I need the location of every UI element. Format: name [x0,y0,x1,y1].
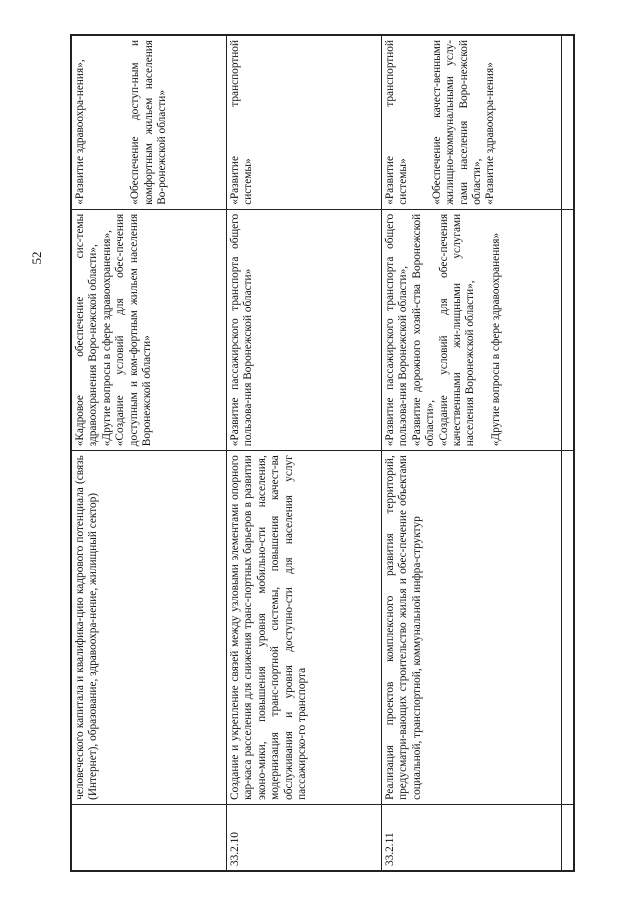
measure-item: «Развитие дорожного хозяй-ства Воронежской области», [410,213,437,447]
program-item: «Развитие здравоохра-нения», [74,59,86,205]
program-item: «Обеспечение качест-венными жилищно-коммунальными услу-гами населения Воро-нежской области», [430,40,484,205]
table-row [72,36,227,871]
row-programs [562,36,574,210]
document-table [70,34,575,872]
page-number: 52 [29,251,44,265]
measures-table [71,35,574,871]
measure-item: «Развитие пассажирского транспорта общего пользова-ния Воронежской области» [229,213,255,447]
row-description: человеческого капитала и квалифика-цию кадрового потенциала (связь (Интернет), образование, здравоохра-нение, жилищный сектор) [72,451,227,805]
row-description: Создание и укрепление связей между узловыми элементами опорного кар-каса расселения для снижения транс-портных барьеров в развитии эконо-мики, повышения уровня мобильно-сти населения, модернизация транс-портной системы, повышения качест-ва обслуживания и уровня доступно-сти для населения услуг пассажирско-го транспорта [227,451,382,805]
table-row [382,36,562,871]
measure-item: «Создание условий для обес-печения качественными жи-лищными услугами населения Воронежской области», [437,213,477,447]
measure-item: «Кадровое обеспечение сис-темы здравоохранения Воро-нежской области», [74,213,100,447]
measure-item: «Создание условий для обес-печения доступным и ком-фортным жильем населения Воронежской области» [114,213,154,447]
program-item: «Развитие транспортной системы» [384,40,410,205]
program-item: «Развитие здравоохра-нения» [484,62,497,205]
row-measures [382,209,562,450]
row-measures [227,209,382,450]
table-row [227,36,382,871]
row-code [72,804,227,870]
measure-item: «Другие вопросы в сфере здравоохранения», [100,230,113,447]
row-programs [382,36,562,210]
row-measures [562,209,574,450]
program-item: «Обеспечение доступ-ным и комфортным жильем населения Во-ронежской области» [129,40,169,205]
row-code: 33.2.10 [227,804,382,870]
measure-item: «Развитие пассажирского транспорта общего пользова-ния Воронежской области», [384,213,410,447]
measure-item: «Другие вопросы в сфере здравоохранения» [489,232,502,447]
program-item: «Развитие транспортной системы» [229,40,255,205]
row-description: Реализация проектов комплексного развития территорий, предусматри-вающих строительство жилья и обес-печение объектами социальной, транспортной, коммунальной инфра-структур [382,451,562,805]
row-programs [227,36,382,210]
table-row [562,36,574,871]
row-code [562,804,574,870]
row-measures [72,209,227,450]
row-programs [72,36,227,210]
row-description [562,451,574,805]
row-code: 33.2.11 [382,804,562,870]
